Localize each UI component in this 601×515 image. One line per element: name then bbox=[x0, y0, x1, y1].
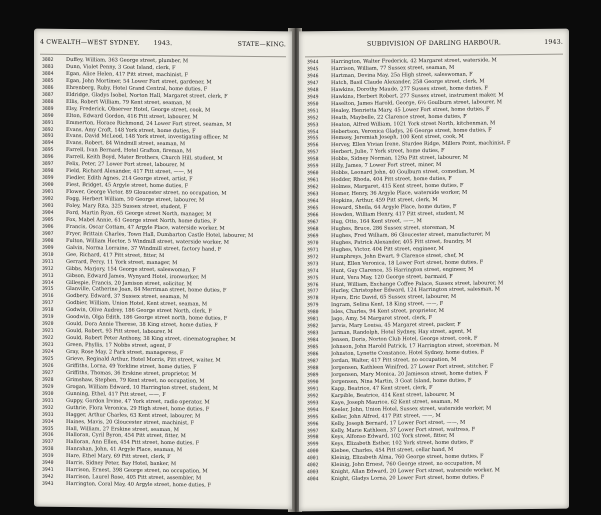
entry-number: 3888 bbox=[42, 99, 54, 105]
entry-text: Jorgensen, Nina Martin, 3 Goat Island, home duties, F bbox=[331, 377, 472, 385]
entry-number: 3906 bbox=[42, 224, 54, 230]
entry-text: Hartman, Devina May, 25a High street, saleswoman, F bbox=[331, 71, 473, 79]
entry-number: 3974 bbox=[307, 268, 319, 274]
entry-text: Hobbs, Sidney Norman, 129a Pitt street, labourer, M bbox=[331, 154, 469, 163]
list-item bbox=[307, 474, 563, 484]
entry-number: 3948 bbox=[307, 88, 319, 94]
entry-number: 3891 bbox=[42, 120, 54, 126]
entry-text: Keller, John Alfred, 417 Pitt street, ——, M bbox=[331, 412, 441, 420]
entry-text: Hilly, James, 7 Lower Fort street, miner, M bbox=[331, 162, 442, 170]
entry-number: 3939 bbox=[42, 454, 54, 460]
entry-text: Jago, Amy, 54 Margaret street, clerk, F bbox=[331, 315, 432, 323]
entry-text: Herbert, Julie, 7 York street, home duties, F bbox=[331, 148, 445, 156]
entry-number: 3952 bbox=[307, 115, 319, 121]
entry-text: Ellis, Robert William, 79 Kent street, seaman, M bbox=[66, 98, 191, 107]
entry-number: 3949 bbox=[307, 94, 319, 101]
entry-number: 3943 bbox=[42, 481, 54, 487]
entry-number: 3901 bbox=[42, 189, 54, 195]
entry-number: 3917 bbox=[42, 301, 54, 307]
entry-text: Haines, Mavis, 20 Gloucester street, machinist, F bbox=[66, 418, 194, 426]
entry-text: Johnston, Lynette Constance, Hotel Sydney, home duties, F bbox=[331, 349, 485, 358]
entry-number: 3985 bbox=[307, 345, 319, 351]
entry-number: 3884 bbox=[42, 71, 54, 77]
entry-number: 3946 bbox=[307, 74, 319, 80]
entry-text: Godwin, Olive Audrey, 186 George street North, clerk, F bbox=[66, 307, 212, 315]
right-header-right: 1943. bbox=[544, 38, 563, 46]
entry-text: Fox, Mabel Annie, 61 George street North, home duties, F bbox=[66, 216, 217, 225]
entry-text: Hunt, William, Exchange Coffee Palace, Sussex street, labourer, M bbox=[331, 279, 504, 288]
entry-text: Griffiths, Lorna, 49 Yorkline street, home duties, F bbox=[66, 362, 197, 371]
entry-number: 3988 bbox=[307, 366, 319, 372]
entry-number: 3882 bbox=[42, 57, 54, 63]
entry-number: 3998 bbox=[307, 435, 319, 441]
entry-text: Gould, Robert Peter Anthony, 38 King street, cinematographer, M bbox=[66, 335, 236, 343]
entry-text: Keys, Alfonso Edward, 102 York street, fitter, M bbox=[331, 433, 455, 441]
entry-text: Kelly, Joseph Bernard, 17 Lower Fort street, ——, M bbox=[331, 419, 466, 427]
entry-number: 3951 bbox=[307, 108, 319, 115]
entry-number: 3926 bbox=[42, 363, 54, 369]
entry-text: Gould, Dora Annie Therese, 38 King street, home duties, F bbox=[66, 321, 218, 329]
entry-number: 3918 bbox=[42, 308, 54, 314]
entry-text: Hatch, Basil Claude Alexander, 258 George street, clerk, M bbox=[331, 78, 485, 86]
entry-number: 3922 bbox=[42, 335, 54, 341]
entry-number: 3954 bbox=[307, 129, 319, 135]
left-entry-list bbox=[42, 57, 286, 504]
entry-number: 3935 bbox=[42, 426, 54, 432]
entry-text: Foley, Mary Rita, 325 Sussex street, student, F bbox=[66, 202, 187, 211]
entry-number: 3885 bbox=[42, 78, 54, 84]
entry-text: Heath, Maybelle, 22 Clarence street, home duties, F bbox=[331, 113, 467, 121]
entry-number: 3963 bbox=[307, 192, 319, 198]
entry-text: Hall, William, 27 Erskine street, seaman, M bbox=[66, 425, 179, 433]
right-page bbox=[299, 29, 569, 512]
entry-text: Halloran, Cyril Byron, 454 Pitt street, fitter, M bbox=[66, 432, 186, 440]
entry-number: 3981 bbox=[307, 317, 319, 323]
entry-text: Kaye, Joseph Maurice, 62 Kent street, seaman, M bbox=[331, 398, 459, 406]
entry-text: Hurley, Christopher Edward, 124 Harrington street, salesman, M bbox=[331, 286, 500, 295]
entry-number: 4004 bbox=[307, 477, 319, 483]
entry-text: Haselton, James Harold, George, 6½ Goulburn street, labourer, M bbox=[331, 99, 502, 107]
entry-text: Godbier, William, Union Hotel, Kent street, seaman, M bbox=[66, 300, 208, 308]
entry-text: Hopkins, Arthur, 459 Pitt street, clerk, M bbox=[331, 197, 438, 205]
entry-number: 3914 bbox=[42, 280, 54, 286]
entry-number: 3964 bbox=[307, 199, 319, 205]
entry-text: Johnson, John Harold Patrick, 17 Harrington street, storeman, M bbox=[331, 342, 499, 351]
entry-text: Fulton, William Hector, 5 Windmill street, waterside worker, M bbox=[66, 237, 230, 246]
entry-number: 3953 bbox=[307, 122, 319, 128]
entry-number: 3930 bbox=[42, 391, 54, 397]
entry-text: Hughes, Fred William, 86 Gloucester street, manufacturer, M bbox=[331, 231, 491, 239]
entry-text: Harrison, Laurel Rose, 405 Pitt street, assembler, M bbox=[66, 474, 202, 482]
entry-text: Evans, Amy Croft, 148 York street, home duties, F bbox=[66, 126, 196, 134]
entry-text: Farrell, Keith Boyd, Mater Brothers, Church Hill, student, M bbox=[66, 154, 223, 162]
entry-text: Keeler, John, Union Hotel, Sussex street, waterside worker, M bbox=[331, 405, 492, 413]
entry-text: Emmerton, Horace Richmond, 24 Lower Fort street, seaman, M bbox=[66, 119, 232, 128]
entry-number: 3886 bbox=[42, 85, 54, 91]
entry-text: Halloran, Ann Ellen, 454 Pitt street, home duties, F bbox=[66, 439, 200, 447]
entry-text: Hodder, Rhoda, 404 Pitt street, home duties, F bbox=[331, 176, 452, 184]
entry-number: 3937 bbox=[42, 440, 54, 446]
entry-number: 3969 bbox=[307, 234, 319, 240]
entry-text: Jensen, Doris, Norton Club Hotel, George street, cook, F bbox=[331, 335, 478, 344]
entry-text: Holmes, Margaret, 415 Kent street, home duties, F bbox=[331, 182, 464, 191]
entry-text: Francis, Oscar Cottam, 47 Argyle Place, waterside worker, M bbox=[66, 223, 225, 232]
entry-number: 3883 bbox=[42, 64, 54, 70]
entry-number: 3979 bbox=[307, 303, 319, 309]
entry-text: Karpible, Beatrice, 414 Kent street, labourer, M bbox=[331, 391, 455, 399]
entry-number: 3931 bbox=[42, 398, 54, 404]
entry-text: Kleinig, Elizabeth Alma, 760 George street, home duties, F bbox=[331, 453, 484, 462]
entry-number: 3908 bbox=[42, 238, 54, 244]
entry-number: 3892 bbox=[42, 127, 54, 133]
entry-number: 3983 bbox=[307, 331, 319, 337]
entry-text: Grieve, Reginald Arthur, Hotel Morris, Pitt street, waiter, M bbox=[66, 355, 221, 364]
entry-text: Hare, Ethel Mary, 69 Pitt street, clerk, F bbox=[66, 453, 171, 461]
entry-text: Kleinig, John Ernest, 760 George street, no occupation, M bbox=[331, 460, 482, 469]
entry-text: Ehrenberg, Ruby, Hotel Grand Central, home duties, F bbox=[66, 84, 208, 93]
entry-text: Dunn, Violet Penny, 3 Goat Island, clerk, F bbox=[66, 63, 176, 72]
entry-number: 3938 bbox=[42, 447, 54, 453]
entry-number: 3996 bbox=[307, 421, 319, 427]
entry-text: Hughes, Victor, 404 Pitt street, engineer, M bbox=[331, 245, 444, 253]
entry-number: 3991 bbox=[307, 387, 319, 393]
entry-number: 3911 bbox=[42, 259, 54, 265]
entry-number: 3980 bbox=[307, 310, 319, 316]
entry-text: Glanville, Catherine Joan, 84 Merriman street, home duties, F bbox=[66, 286, 227, 295]
entry-text: Goodwin, Olga Edith, 186 George street north, home duties, F bbox=[66, 314, 228, 322]
entry-number: 3924 bbox=[42, 349, 54, 355]
entry-number: 3942 bbox=[42, 474, 54, 481]
entry-number: 3890 bbox=[42, 113, 54, 119]
entry-text: Jarman, Randolph, Hotel Sydney, Hay street, agent, M bbox=[331, 328, 472, 337]
entry-number: 3957 bbox=[307, 150, 319, 156]
entry-number: 3956 bbox=[307, 143, 319, 149]
entry-text: Isles, Charles, 94 Kent street, proprietor, M bbox=[331, 308, 444, 316]
entry-text: Hawkins, Herbert Robert, 277 Sussex street, instrument maker, M bbox=[331, 92, 504, 100]
entry-text: Duffey, William, 363 George street, plumber, M bbox=[66, 56, 189, 65]
entry-text: Hebertson, Veronica Gladys, 26 George street, home duties, F bbox=[331, 126, 492, 135]
entry-text: Kiebee, Charles, 454 Pitt street, cellar hand, M bbox=[331, 447, 454, 455]
entry-number: 3905 bbox=[42, 217, 54, 223]
entry-text: Kelly, Marie Kathleen, 37 Lower Fort street, waitress, F bbox=[331, 426, 476, 434]
entry-text: Knight, Allan Edward, 20 Lower Fort street, waterside worker, M bbox=[331, 467, 500, 476]
entry-text: Gerrard, Percy, 11 York street, manager, M bbox=[66, 258, 178, 266]
entry-number: 3934 bbox=[42, 419, 54, 425]
entry-number: 3971 bbox=[307, 247, 319, 254]
entry-text: Gray, Rose May, 2 Park street, manageress, F bbox=[66, 349, 184, 357]
entry-number: 3919 bbox=[42, 314, 54, 321]
entry-text: Howard, Sheila, 64 Argyle Place, home duties, F bbox=[331, 203, 457, 212]
entry-number: 3894 bbox=[42, 141, 54, 147]
entry-number: 3984 bbox=[307, 338, 319, 344]
entry-number: 3999 bbox=[307, 442, 319, 448]
entry-number: 3944 bbox=[307, 60, 319, 66]
entry-text: Hobbs, Leonard John, 40 Goulburn street, comedian, M bbox=[331, 168, 475, 177]
entry-number: 3904 bbox=[42, 210, 54, 216]
entry-number: 3915 bbox=[42, 287, 54, 293]
entry-number: 3920 bbox=[42, 321, 54, 328]
entry-text: Hunt, Vera May, 120 George street, barmaid, F bbox=[331, 273, 453, 281]
entry-text: Heaton, Alfred William, 1021 York street North, kitchenman, M bbox=[331, 119, 496, 128]
entry-number: 3913 bbox=[42, 273, 54, 279]
entry-number: 3993 bbox=[307, 400, 319, 407]
entry-number: 3909 bbox=[42, 245, 54, 251]
entry-number: 3947 bbox=[307, 81, 319, 87]
left-header-center: 1943. bbox=[153, 39, 173, 48]
entry-number: 3968 bbox=[307, 227, 319, 233]
entry-text: Egan, John Mortimer, 54 Lower Fort street, gardener, M bbox=[66, 77, 212, 86]
entry-number: 3940 bbox=[42, 461, 54, 467]
entry-text: Flower, George Victor, 89 Gloucester street, no occupation, M bbox=[66, 189, 227, 197]
entry-text: Howden, William Henry, 417 Pitt street, student, M bbox=[331, 210, 464, 219]
entry-text: Ford, Martin Ryan, 65 George street North, manager, M bbox=[66, 209, 212, 218]
entry-number: 3977 bbox=[307, 289, 319, 295]
entry-number: 3923 bbox=[42, 342, 54, 348]
entry-number: 3887 bbox=[42, 92, 54, 98]
entry-number: 3976 bbox=[307, 282, 319, 288]
entry-text: Hyers, Eric David, 65 Sussex street, labourer, M bbox=[331, 294, 457, 302]
entry-number: 3932 bbox=[42, 405, 54, 411]
entry-number: 3955 bbox=[307, 136, 319, 142]
entry-number: 3921 bbox=[42, 328, 54, 335]
list-item bbox=[42, 481, 286, 491]
entry-text: Green, Phyllis, 17 Nobbs street, agent, F bbox=[66, 342, 172, 350]
entry-text: Jorgensen, Kathleen Winifred, 27 Lower Fort street, stitcher, F bbox=[331, 363, 494, 372]
right-entry-list bbox=[307, 57, 563, 506]
entry-text: Guppy, Gordon Irvine, 47 York street, radio operator, M bbox=[66, 397, 210, 406]
entry-text: Evans, Robert, 84 Windmill street, seaman, M bbox=[66, 140, 186, 148]
entry-text: Fryer, Brittain Charles, Town Hall, Dumbarton Castle Hotel, labourer, M bbox=[66, 230, 254, 239]
entry-number: 3950 bbox=[307, 101, 319, 108]
entry-text: Elsy, Frederick, Observer Hotel, George street, cook, M bbox=[66, 105, 211, 114]
entry-number: 3959 bbox=[307, 164, 319, 170]
entry-number: 3989 bbox=[307, 373, 319, 379]
entry-number: 3900 bbox=[42, 182, 54, 189]
entry-number: 3889 bbox=[42, 106, 54, 112]
entry-text: Felix, Peter, 27 Lower Fort street, labourer, M bbox=[66, 161, 185, 169]
entry-number: 3995 bbox=[307, 414, 319, 420]
entry-text: Guthrie, Flora Veronica, 29 High street, home duties, F bbox=[66, 404, 210, 413]
entry-text: Hervey, Ellen Vivian Irene, Sturdee Ridge, Millers Point, machinist, F bbox=[331, 140, 511, 149]
entry-number: 3893 bbox=[42, 134, 54, 140]
entry-number: 3896 bbox=[42, 155, 54, 161]
entry-text: Hanrahan, John, 41 Argyle Place, seaman, M bbox=[66, 446, 183, 454]
entry-text: Gee, Richard, 417 Pitt street, fitter, M bbox=[66, 251, 165, 259]
entry-number: 3925 bbox=[42, 356, 54, 362]
entry-text: Jorgensen, Mary Monica, 20 Jamieson street, home duties, F bbox=[331, 370, 488, 378]
entry-text: Hug, Otto, 164 Kent street, ——, M bbox=[331, 218, 422, 226]
entry-number: 3933 bbox=[42, 412, 54, 418]
entry-text: Fiest, Bridget, 45 Argyle street, home duties, F bbox=[66, 182, 189, 190]
entry-text: Knight, Gladys Lorna, 20 Lower Fort street, home duties, F bbox=[331, 474, 485, 483]
entry-text: Hughes, Bruce, 286 Sussex street, storeman, M bbox=[331, 224, 455, 232]
entry-number: 3986 bbox=[307, 352, 319, 358]
entry-text: Healey, Henrietta Mary, 45 Lower Fort street, home duties, F bbox=[331, 106, 490, 114]
entry-number: 3941 bbox=[42, 467, 54, 474]
entry-number: 3970 bbox=[307, 240, 319, 247]
entry-number: 3927 bbox=[42, 370, 54, 376]
entry-text: Godbery, Edward, 37 Sussex street, seaman, M bbox=[66, 293, 189, 301]
entry-number: 3945 bbox=[307, 67, 319, 73]
entry-number: 3895 bbox=[42, 148, 54, 154]
entry-text: Galvin, Norma Lorraine, 37 Windmill street, factory hand, F bbox=[66, 244, 222, 253]
entry-text: Keys, Elizabeth Esther, 102 York street, home duties, F bbox=[331, 440, 474, 448]
entry-number: 3967 bbox=[307, 220, 319, 226]
entry-text: Jarvis, Mary Louisa, 45 Margaret street, packer, F bbox=[331, 321, 461, 330]
right-page-header bbox=[305, 39, 563, 54]
entry-number: 3928 bbox=[42, 377, 54, 383]
entry-number: 3910 bbox=[42, 252, 54, 258]
entry-text: Kapp, Beatrice, 47 Kent street, clerk, F bbox=[331, 384, 433, 392]
entry-text: Hawkins, Dorothy Maude, 277 Sussex street, home duties, F bbox=[331, 85, 488, 93]
entry-text: Fiedler, Edith Agnes, 214 George street, artist, F bbox=[66, 175, 193, 183]
entry-number: 3972 bbox=[307, 254, 319, 261]
entry-number: 3907 bbox=[42, 231, 54, 237]
entry-number: 3958 bbox=[307, 157, 319, 163]
entry-text: Jordan, Walter, 417 Pitt street, no occupation, M bbox=[331, 356, 457, 365]
entry-number: 3965 bbox=[307, 206, 319, 212]
entry-text: Ingram, Selina Kent, 18 King street, ——, F bbox=[331, 301, 444, 309]
entry-number: 3994 bbox=[307, 407, 319, 413]
entry-number: 3899 bbox=[42, 175, 54, 182]
entry-text: Homer, Henry, 36 Argyle Place, waterside worker, M bbox=[331, 189, 468, 198]
left-header-left: 4 CWEALTH—WEST SYDNEY. bbox=[40, 38, 140, 47]
right-header-left: SUBDIVISION OF DARLING HARBOUR. bbox=[366, 39, 502, 48]
entry-text: Harrison, Ernest, 398 George street, no occupation, M bbox=[66, 467, 208, 475]
entry-text: Gould, Robert, 93 Pitt street, labourer, M bbox=[66, 328, 173, 336]
entry-number: 3961 bbox=[307, 178, 319, 184]
entry-number: 3978 bbox=[307, 296, 319, 302]
entry-text: Field, Richard Alexander, 417 Pitt street, ——, M bbox=[66, 168, 193, 176]
entry-text: Elton, Edward Gordon, 416 Pitt street, labourer, M bbox=[66, 112, 198, 120]
entry-text: Hunt, Guy Clarence, 35 Harrington street, engineer, M bbox=[331, 266, 474, 274]
entry-text: Gunning, Ethel, 417 Pitt street, ——, F bbox=[66, 390, 166, 398]
entry-text: Farrell, Ivan Bernard, Hotel Grafton, fireman, M bbox=[66, 147, 192, 155]
entry-number: 3990 bbox=[307, 380, 319, 386]
entry-number: 3975 bbox=[307, 275, 319, 281]
entry-text: Humphreys, John Ewart, 9 Clarence street, chef, M bbox=[331, 252, 464, 260]
entry-number: 3966 bbox=[307, 213, 319, 219]
entry-number: 3992 bbox=[307, 393, 319, 400]
entry-number: 3898 bbox=[42, 168, 54, 175]
entry-number: 3929 bbox=[42, 384, 54, 390]
entry-text: Grimshaw, Stephen, 79 Kent street, no occupation, M bbox=[66, 376, 205, 385]
entry-text: Gibson, Edward James, Wynyard Hotel, ironworker, M bbox=[66, 272, 207, 281]
entry-number: 4000 bbox=[307, 449, 319, 455]
entry-text: Griffiths, Thomas, 36 Erskine street, proprietor, M bbox=[66, 369, 197, 378]
entry-number: 4001 bbox=[307, 456, 319, 462]
entry-number: 3912 bbox=[42, 266, 54, 272]
entry-text: Grogan, William Edward, 10 Harrington street, student, M bbox=[66, 383, 218, 392]
entry-text: Harrington, Walter Frederick, 42 Margaret street, waterside, M bbox=[331, 57, 497, 66]
entry-number: 3982 bbox=[307, 324, 319, 330]
entry-number: 4003 bbox=[307, 470, 319, 476]
entry-text: Eldridge, Gladys Isobel, Norton Hall, Margaret street, clerk, F bbox=[66, 91, 228, 100]
left-page bbox=[34, 29, 292, 510]
entry-text: Egan, Alice Helen, 417 Pitt street, machinist, F bbox=[66, 70, 189, 79]
entry-number: 4002 bbox=[307, 463, 319, 469]
entry-text: Gillespie, Francis, 20 Jamison street, solicitor, M bbox=[66, 279, 192, 287]
entry-text: Fogg, Herbert William, 50 George street, labourer, M bbox=[66, 196, 205, 204]
entry-number: 3902 bbox=[42, 196, 54, 202]
entry-text: Hughes, Patrick Alexander, 405 Pitt street, foundry, M bbox=[331, 238, 472, 246]
entry-number: 3962 bbox=[307, 185, 319, 191]
entry-text: Hagger, Arthur Charles, 63 Kent street, labourer, M bbox=[66, 411, 201, 419]
entry-number: 3897 bbox=[42, 162, 54, 168]
left-header-right: STATE—KING. bbox=[237, 40, 286, 49]
entry-number: 3987 bbox=[307, 359, 319, 365]
entry-text: Harris, Sidney Peter, Bay Hotel, banker, M bbox=[66, 460, 177, 468]
left-page-header bbox=[40, 39, 286, 54]
entry-text: Hemsey, Jeremiah Joseph, 100 Kent street, cook, M bbox=[331, 134, 464, 142]
entry-number: 3903 bbox=[42, 203, 54, 209]
entry-number: 3936 bbox=[42, 433, 54, 439]
entry-text: Hunt, Ellen Veronica, 18 Lower Fort street, home duties, F bbox=[331, 259, 484, 267]
entry-text: Harrington, Coral May, 40 Argyle street, home duties, F bbox=[66, 481, 211, 489]
entry-number: 3960 bbox=[307, 171, 319, 177]
entry-number: 3973 bbox=[307, 261, 319, 267]
entry-text: Harrison, William, 77 Sussex street, seaman, M bbox=[331, 64, 455, 73]
entry-text: Evans, David McLeod, 148 York street, investigating officer, M bbox=[66, 133, 228, 142]
entry-number: 3916 bbox=[42, 294, 54, 300]
entry-text: Gibbs, Marjory, 154 George street, saleswoman, F bbox=[66, 265, 196, 273]
entry-number: 3997 bbox=[307, 428, 319, 434]
